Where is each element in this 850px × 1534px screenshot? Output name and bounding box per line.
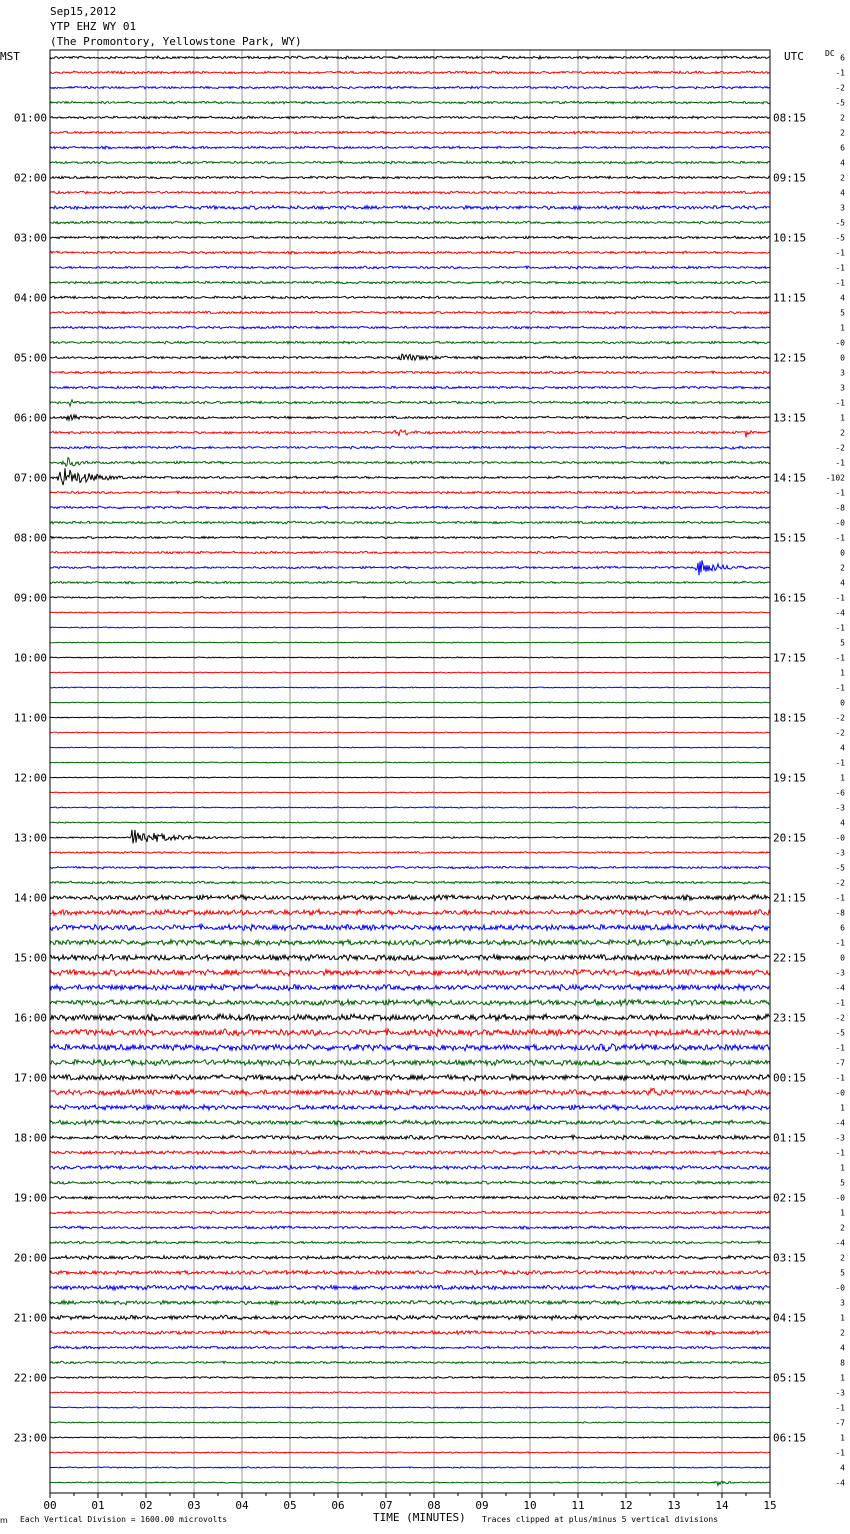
- dc-offset-label: 0: [840, 953, 845, 963]
- trace-row: [50, 852, 770, 854]
- x-tick-label: 07: [379, 1499, 393, 1512]
- x-tick-label: 15: [763, 1499, 777, 1512]
- utc-hour-label: 15:15: [773, 531, 807, 545]
- dc-offset-label: -0: [835, 518, 845, 528]
- dc-offset-label: 2: [840, 1328, 845, 1338]
- utc-hour-label: 13:15: [773, 411, 807, 425]
- dc-offset-label: 1: [840, 323, 845, 333]
- utc-hour-label: 01:15: [773, 1131, 807, 1145]
- dc-offset-label: 1: [840, 413, 845, 423]
- dc-offset-label: -2: [835, 443, 845, 453]
- trace-row: [50, 386, 770, 389]
- dc-offset-label: -1: [835, 623, 845, 633]
- dc-offset-label: 4: [840, 578, 845, 588]
- dc-offset-label: -1: [835, 893, 845, 903]
- utc-hour-label: 06:15: [773, 1431, 807, 1445]
- trace-row: [50, 1407, 770, 1408]
- trace-row: [50, 536, 770, 538]
- x-tick-label: 08: [427, 1499, 441, 1512]
- x-tick-label: 12: [619, 1499, 633, 1512]
- dc-offset-label: 4: [840, 1463, 845, 1473]
- trace-row: [50, 266, 770, 269]
- mst-hour-label: 21:00: [13, 1311, 47, 1325]
- dc-offset-label: -0: [835, 338, 845, 348]
- utc-hour-label: 18:15: [773, 711, 807, 725]
- utc-hour-label: 19:15: [773, 771, 807, 785]
- trace-row: [50, 807, 770, 808]
- dc-offset-label: -4: [835, 1118, 845, 1128]
- dc-offset-label: -8: [835, 503, 845, 513]
- trace-row: [50, 702, 770, 703]
- dc-offset-label: -4: [835, 1238, 845, 1248]
- dc-offset-label: -1: [835, 653, 845, 663]
- trace-row: [50, 506, 770, 509]
- dc-offset-label: -1: [835, 1448, 845, 1458]
- dc-offset-label: -7: [835, 1058, 845, 1068]
- mst-hour-label: 18:00: [13, 1131, 47, 1145]
- utc-hour-label: 21:15: [773, 891, 807, 905]
- utc-hour-label: 14:15: [773, 471, 807, 485]
- trace-row: [50, 251, 770, 254]
- dc-offset-label: -3: [835, 1133, 845, 1143]
- dc-offset-label: 8: [840, 1358, 845, 1368]
- dc-offset-label: 6: [840, 53, 845, 63]
- dc-offset-label: 2: [840, 173, 845, 183]
- date-label: Sep15,2012: [50, 5, 117, 18]
- dc-offset-label: 2: [840, 563, 845, 573]
- mst-hour-label: 04:00: [13, 291, 47, 305]
- x-tick-label: 09: [475, 1499, 489, 1512]
- mst-hour-label: 09:00: [13, 591, 47, 605]
- location-label: (The Promontory, Yellowstone Park, WY): [50, 35, 302, 48]
- dc-offset-label: -1: [835, 1043, 845, 1053]
- x-tick-label: 14: [715, 1499, 729, 1512]
- dc-offset-label: 0: [840, 353, 845, 363]
- utc-hour-label: 10:15: [773, 231, 807, 245]
- trace-row: [50, 326, 770, 329]
- trace-row: [50, 1151, 770, 1155]
- dc-offset-label: 5: [840, 308, 845, 318]
- dc-offset-label: -1: [835, 1403, 845, 1413]
- dc-offset-label: 5: [840, 1178, 845, 1188]
- dc-offset-label: 2: [840, 1253, 845, 1263]
- trace-row: [50, 1361, 770, 1363]
- trace-row: [50, 895, 770, 900]
- dc-offset-label: 0: [840, 698, 845, 708]
- trace-row: [50, 909, 770, 915]
- trace-row: [50, 1044, 770, 1051]
- dc-offset-label: -6: [835, 788, 845, 798]
- dc-offset-label: 4: [840, 743, 845, 753]
- trace-row: [50, 341, 770, 344]
- mst-hour-label: 23:00: [13, 1431, 47, 1445]
- dc-offset-label: -1: [835, 68, 845, 78]
- utc-hour-label: 23:15: [773, 1011, 807, 1025]
- dc-offset-label: -0: [835, 833, 845, 843]
- trace-row: [50, 672, 770, 673]
- mst-hour-label: 01:00: [13, 111, 47, 125]
- utc-hour-label: 12:15: [773, 351, 807, 365]
- trace-row: [50, 1256, 770, 1260]
- trace-row: [50, 1088, 770, 1095]
- trace-row: [50, 687, 770, 688]
- utc-hour-label: 08:15: [773, 111, 807, 125]
- mst-hour-label: 14:00: [13, 891, 47, 905]
- trace-row: [50, 747, 770, 748]
- trace-row: [50, 1300, 770, 1304]
- dc-offset-label: -3: [835, 848, 845, 858]
- trace-row: [50, 881, 770, 884]
- dc-offset-label: 4: [840, 1343, 845, 1353]
- dc-offset-label: -8: [835, 908, 845, 918]
- dc-offset-label: -1: [835, 398, 845, 408]
- utc-hour-label: 11:15: [773, 291, 807, 305]
- mst-hour-labels: [14, 112, 47, 1445]
- trace-row: [50, 191, 770, 194]
- utc-hour-label: 04:15: [773, 1311, 807, 1325]
- trace-row: [50, 206, 770, 210]
- trace-row: [50, 1452, 770, 1453]
- dc-offset-label: -5: [835, 863, 845, 873]
- utc-hour-label: 20:15: [773, 831, 807, 845]
- trace-row: [50, 560, 770, 575]
- dc-offset-label: -4: [835, 608, 845, 618]
- mst-hour-label: 11:00: [13, 711, 47, 725]
- trace-row: [50, 311, 770, 314]
- trace-row: [50, 732, 770, 733]
- dc-offset-label: -1: [835, 278, 845, 288]
- dc-offset-label: -3: [835, 968, 845, 978]
- dc-offset-label: -1: [835, 938, 845, 948]
- utc-hour-label: 22:15: [773, 951, 807, 965]
- dc-offset-label: -5: [835, 1028, 845, 1038]
- trace-row: [50, 281, 770, 284]
- trace-row: [50, 777, 770, 778]
- dc-offset-label: -102: [825, 473, 845, 483]
- dc-offset-label: -5: [835, 233, 845, 243]
- dc-offset-label: 0: [840, 548, 845, 558]
- dc-offset-label: -4: [835, 983, 845, 993]
- trace-row: [50, 1377, 770, 1379]
- mst-hour-label: 06:00: [13, 411, 47, 425]
- trace-row: [50, 1346, 770, 1349]
- mst-hour-label: 19:00: [13, 1191, 47, 1205]
- trace-row: [50, 1000, 770, 1006]
- trace-row: [50, 131, 770, 134]
- trace-row: [50, 1270, 770, 1274]
- x-axis-label: TIME (MINUTES): [373, 1511, 466, 1524]
- mst-hour-label: 07:00: [13, 471, 47, 485]
- trace-row: [50, 458, 770, 467]
- trace-row: [50, 551, 770, 553]
- mst-hour-label: 13:00: [13, 831, 47, 845]
- dc-offset-label: -2: [835, 83, 845, 93]
- clip-note: Traces clipped at plus/minus 5 vertical divisions: [482, 1515, 719, 1524]
- trace-row: [50, 612, 770, 613]
- trace-row: [50, 56, 770, 59]
- trace-row: [50, 924, 770, 930]
- trace-row: [50, 642, 770, 643]
- trace-row: [50, 657, 770, 658]
- dc-offset-label: 5: [840, 638, 845, 648]
- dc-offset-label: 1: [840, 1163, 845, 1173]
- mst-zone-label: MST: [0, 50, 20, 63]
- dc-offset-label: -0: [835, 1088, 845, 1098]
- dc-offset-label: -3: [835, 1388, 845, 1398]
- trace-row: [50, 940, 770, 946]
- dc-offset-label: 4: [840, 818, 845, 828]
- dc-offset-label: 3: [840, 203, 845, 213]
- mst-hour-label: 08:00: [13, 531, 47, 545]
- trace-row: [50, 491, 770, 494]
- trace-row: [50, 236, 770, 239]
- dc-offset-label: 3: [840, 368, 845, 378]
- trace-row: [50, 792, 770, 793]
- dc-offset-label: 1: [840, 668, 845, 678]
- x-tick-label: 03: [187, 1499, 201, 1512]
- dc-offset-label: -2: [835, 878, 845, 888]
- mst-hour-label: 03:00: [13, 231, 47, 245]
- dc-offset-label: -2: [835, 728, 845, 738]
- dc-offset-label: 4: [840, 188, 845, 198]
- trace-row: [50, 354, 770, 360]
- trace-row: [50, 1135, 770, 1139]
- trace-row: [50, 1392, 770, 1394]
- dc-offset-label: -1: [835, 758, 845, 768]
- dc-offset-label: 3: [840, 1298, 845, 1308]
- trace-row: [50, 830, 770, 844]
- mst-hour-label: 15:00: [13, 951, 47, 965]
- trace-row: [50, 101, 770, 104]
- trace-row: [50, 1075, 770, 1081]
- dc-offset-label: -1: [835, 263, 845, 273]
- trace-row: [50, 1029, 770, 1036]
- trace-row: [50, 597, 770, 599]
- trace-row: [50, 221, 770, 224]
- dc-offset-label: -1: [835, 533, 845, 543]
- dc-offset-labels: [826, 54, 845, 1488]
- utc-hour-label: 00:15: [773, 1071, 807, 1085]
- dc-offset-label: -0: [835, 1193, 845, 1203]
- utc-zone-label: UTC: [784, 50, 804, 63]
- mst-hour-label: 22:00: [13, 1371, 47, 1385]
- footer-mark: ⅿ: [0, 1516, 8, 1525]
- dc-offset-label: 2: [840, 1223, 845, 1233]
- trace-row: [50, 984, 770, 990]
- x-tick-label: 10: [523, 1499, 537, 1512]
- x-tick-label: 02: [139, 1499, 153, 1512]
- x-tick-label: 11: [571, 1499, 585, 1512]
- dc-offset-label: -1: [835, 998, 845, 1008]
- trace-row: [50, 1467, 770, 1468]
- dc-offset-label: -0: [835, 1283, 845, 1293]
- x-tick-label: 04: [235, 1499, 249, 1512]
- trace-row: [50, 176, 770, 179]
- dc-offset-label: 5: [840, 1268, 845, 1278]
- dc-label: DC: [825, 49, 835, 58]
- x-tick-label: 06: [331, 1499, 345, 1512]
- dc-offset-label: 4: [840, 293, 845, 303]
- utc-hour-label: 03:15: [773, 1251, 807, 1265]
- mst-hour-label: 12:00: [13, 771, 47, 785]
- dc-offset-label: -1: [835, 488, 845, 498]
- utc-hour-label: 05:15: [773, 1371, 807, 1385]
- trace-row: [50, 1166, 770, 1170]
- utc-hour-label: 16:15: [773, 591, 807, 605]
- dc-offset-label: -3: [835, 803, 845, 813]
- dc-offset-label: 1: [840, 1103, 845, 1113]
- trace-row: [50, 822, 770, 823]
- dc-offset-label: -2: [835, 713, 845, 723]
- mst-hour-label: 10:00: [13, 651, 47, 665]
- dc-offset-label: -1: [835, 458, 845, 468]
- utc-hour-labels: [773, 112, 806, 1445]
- trace-row: [50, 446, 770, 449]
- trace-row: [50, 116, 770, 119]
- dc-offset-label: -7: [835, 1418, 845, 1428]
- trace-row: [50, 627, 770, 628]
- trace-row: [50, 371, 770, 374]
- trace-row: [50, 1105, 770, 1110]
- dc-offset-label: 3: [840, 383, 845, 393]
- trace-row: [50, 581, 770, 583]
- trace-row: [50, 1331, 770, 1335]
- dc-offset-label: 1: [840, 1373, 845, 1383]
- dc-offset-label: 2: [840, 428, 845, 438]
- mst-hour-label: 02:00: [13, 171, 47, 185]
- dc-offset-label: 6: [840, 143, 845, 153]
- trace-row: [50, 161, 770, 164]
- trace-row: [50, 1422, 770, 1423]
- trace-row: [50, 1437, 770, 1438]
- dc-offset-label: -2: [835, 1013, 845, 1023]
- mst-hour-label: 20:00: [13, 1251, 47, 1265]
- trace-row: [50, 146, 770, 149]
- scale-note: Each Vertical Division = 1600.00 microvolts: [20, 1515, 228, 1524]
- dc-offset-label: 1: [840, 1433, 845, 1443]
- mst-hour-label: 16:00: [13, 1011, 47, 1025]
- trace-row: [50, 430, 770, 437]
- dc-offset-label: 2: [840, 113, 845, 123]
- trace-row: [50, 762, 770, 763]
- trace-row: [50, 866, 770, 868]
- trace-row: [50, 400, 770, 406]
- trace-row: [50, 521, 770, 524]
- x-tick-label: 05: [283, 1499, 297, 1512]
- x-tick-label: 13: [667, 1499, 681, 1512]
- dc-offset-label: -5: [835, 98, 845, 108]
- trace-row: [50, 969, 770, 976]
- trace-row: [50, 86, 770, 89]
- seismic-traces: [50, 56, 770, 1485]
- dc-offset-label: -1: [835, 683, 845, 693]
- trace-row: [50, 954, 770, 960]
- dc-offset-label: -1: [835, 1073, 845, 1083]
- dc-offset-label: 4: [840, 158, 845, 168]
- station-label: YTP EHZ WY 01: [50, 20, 137, 33]
- trace-row: [50, 468, 770, 485]
- dc-offset-label: 1: [840, 1208, 845, 1218]
- trace-row: [50, 1241, 770, 1244]
- utc-hour-label: 17:15: [773, 651, 807, 665]
- mst-hour-label: 17:00: [13, 1071, 47, 1085]
- trace-row: [50, 1120, 770, 1125]
- dc-offset-label: -1: [835, 593, 845, 603]
- x-axis: [43, 1493, 776, 1512]
- dc-offset-label: 6: [840, 923, 845, 933]
- trace-row: [50, 1014, 770, 1021]
- trace-row: [50, 1211, 770, 1214]
- trace-row: [50, 717, 770, 718]
- dc-offset-label: -5: [835, 218, 845, 228]
- trace-row: [50, 1285, 770, 1290]
- dc-offset-label: 1: [840, 773, 845, 783]
- utc-hour-label: 02:15: [773, 1191, 807, 1205]
- trace-row: [50, 415, 770, 420]
- dc-offset-label: 2: [840, 128, 845, 138]
- trace-row: [50, 1481, 770, 1485]
- dc-offset-label: -4: [835, 1478, 845, 1488]
- dc-offset-label: -1: [835, 248, 845, 258]
- trace-row: [50, 296, 770, 299]
- utc-hour-label: 09:15: [773, 171, 807, 185]
- trace-row: [50, 1060, 770, 1066]
- dc-offset-label: 1: [840, 1313, 845, 1323]
- x-tick-label: 00: [43, 1499, 57, 1512]
- trace-row: [50, 1196, 770, 1199]
- trace-row: [50, 1315, 770, 1320]
- x-tick-label: 01: [91, 1499, 105, 1512]
- trace-row: [50, 71, 770, 74]
- trace-row: [50, 1181, 770, 1184]
- dc-offset-label: -1: [835, 1148, 845, 1158]
- mst-hour-label: 05:00: [13, 351, 47, 365]
- trace-row: [50, 1226, 770, 1229]
